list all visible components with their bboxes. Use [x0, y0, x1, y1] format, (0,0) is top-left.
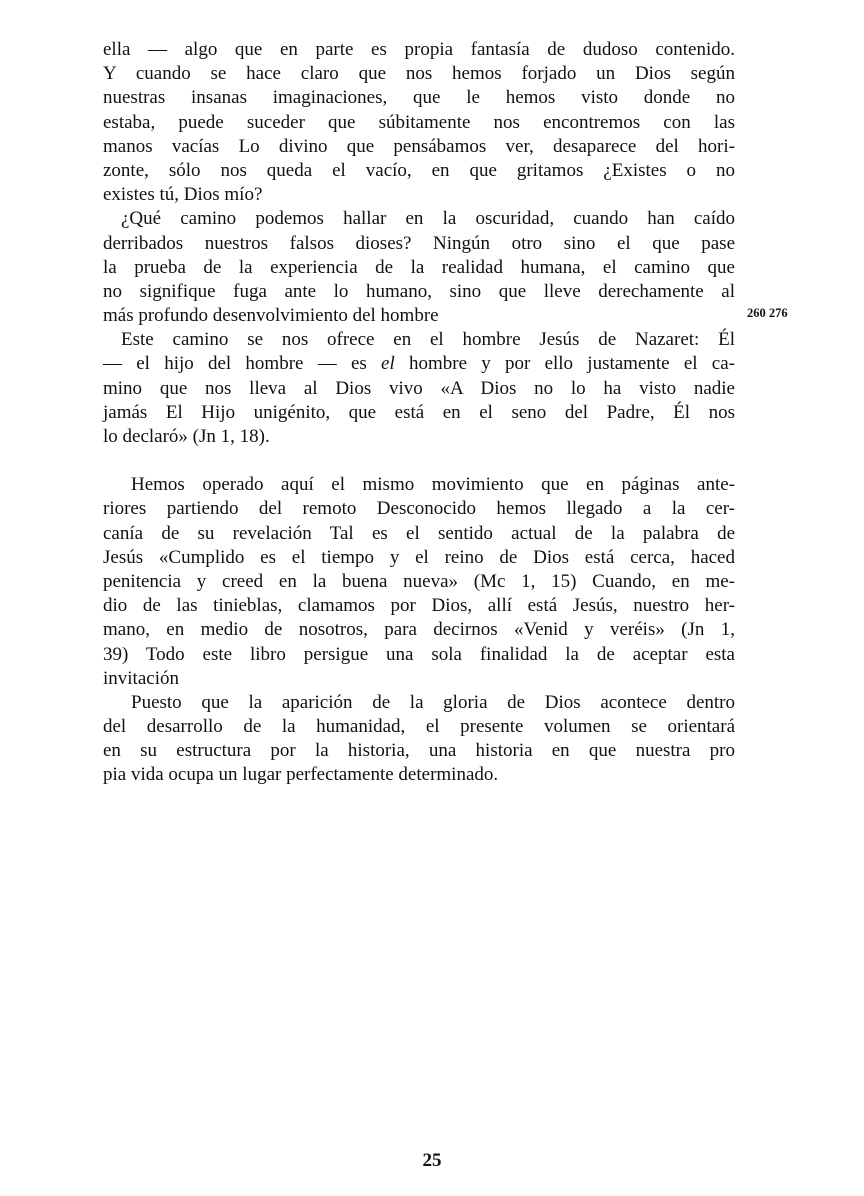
text-line: manos vacías Lo divino que pensábamos ver, desaparece del hori- [103, 135, 735, 157]
text-line: Y cuando se hace claro que nos hemos forjado un Dios según [103, 63, 735, 85]
text-line: Hemos operado aquí el mismo movimiento que en páginas ante- [131, 474, 735, 496]
text-line: del desarrollo de la humanidad, el presente volumen se orientará [103, 716, 735, 738]
text-line: Este camino se nos ofrece en el hombre Jesús de Nazaret: Él [121, 329, 735, 351]
text-line: penitencia y creed en la buena nueva» (Mc 1, 15) Cuando, en me- [103, 570, 735, 592]
text-line: nuestras insanas imaginaciones, que le hemos visto donde no [103, 87, 735, 109]
section-gap [103, 449, 735, 473]
paragraph [103, 328, 735, 449]
margin-reference: 260 276 [747, 306, 788, 320]
text-line: mano, en medio de nosotros, para decirnos «Venid y veréis» (Jn 1, [103, 619, 735, 641]
text-line: 39) Todo este libro persigue una sola finalidad la de aceptar esta [103, 643, 735, 665]
text-line: existes tú, Dios mío? [103, 184, 263, 206]
text-line: — el hijo del hombre — es el hombre y por ello justamente el ca- [103, 353, 735, 375]
paragraph [103, 38, 735, 207]
text-line: mino que nos lleva al Dios vivo «A Dios no lo ha visto nadie [103, 377, 735, 399]
page-body [103, 38, 735, 788]
text-line: pia vida ocupa un lugar perfectamente determinado. [103, 764, 499, 786]
text-line: canía de su revelación Tal es el sentido actual de la palabra de [103, 522, 735, 544]
text-line: jamás El Hijo unigénito, que está en el seno del Padre, Él nos [103, 401, 735, 423]
text-line: derribados nuestros falsos dioses? Ningún otro sino el que pase [103, 232, 735, 254]
paragraph [103, 691, 735, 788]
text-line: lo declaró» (Jn 1, 18). [103, 426, 270, 447]
text-line: ella — algo que en parte es propia fantasía de dudoso contenido. [103, 39, 735, 60]
text-line: Puesto que la aparición de la gloria de Dios acontece dentro [131, 691, 735, 713]
page-number: 25 [422, 1150, 442, 1171]
text-line: en su estructura por la historia, una historia en que nuestra pro [103, 740, 735, 762]
text-line: dio de las tinieblas, clamamos por Dios, allí está Jesús, nuestro her- [103, 595, 735, 617]
text-line: ¿Qué camino podemos hallar en la oscuridad, cuando han caído [121, 208, 735, 230]
paragraph [103, 473, 735, 691]
text-line: no signifique fuga ante lo humano, sino que lleve derechamente al [103, 280, 735, 302]
text-line: riores partiendo del remoto Desconocido hemos llegado a la cer- [103, 498, 735, 520]
paragraph [103, 207, 735, 328]
text-line: más profundo desenvolvimiento del hombre [103, 305, 439, 327]
text-line: zonte, sólo nos queda el vacío, en que gritamos ¿Existes o no [103, 159, 735, 181]
text-line: estaba, puede suceder que súbitamente nos encontremos con las [103, 111, 735, 133]
text-line: invitación [103, 667, 179, 689]
text-line: la prueba de la experiencia de la realidad humana, el camino que [103, 256, 735, 278]
text-line: Jesús «Cumplido es el tiempo y el reino de Dios está cerca, haced [103, 546, 735, 568]
